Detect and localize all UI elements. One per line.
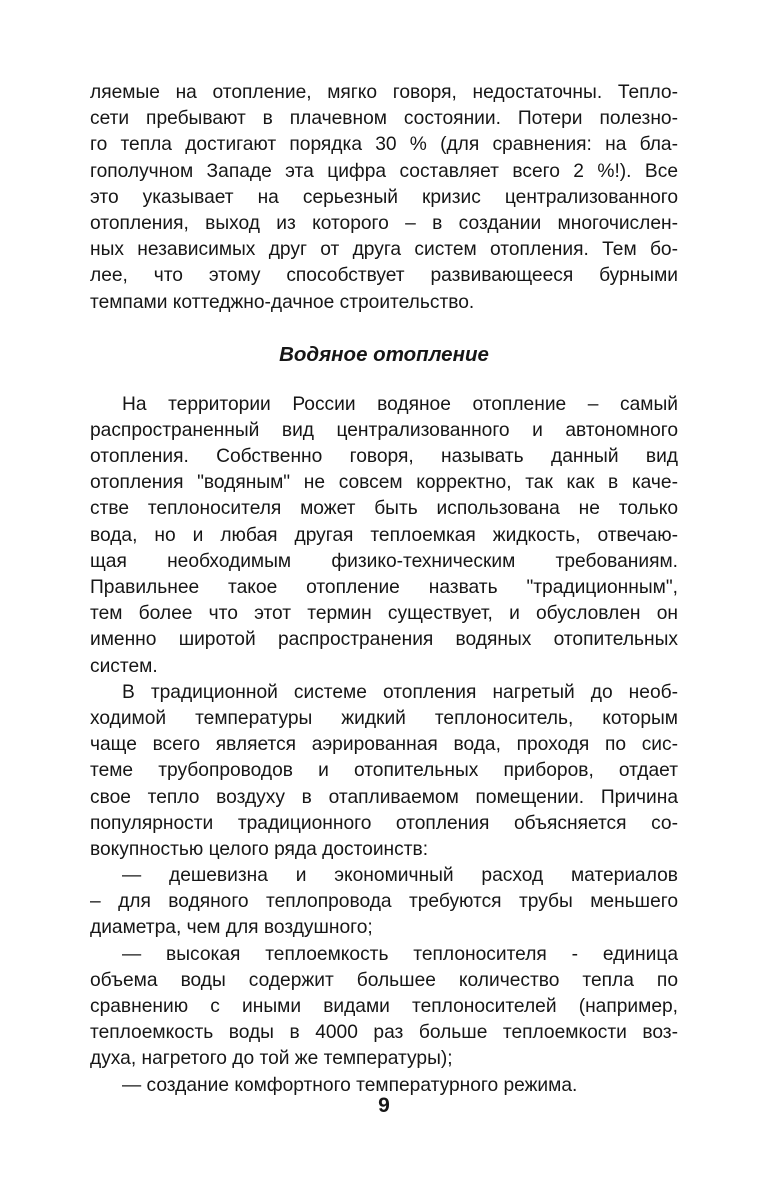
page-body <box>90 80 678 1099</box>
text-line: отопления. Собственно говоря, называть данный вид <box>90 446 678 468</box>
text-line: духа, нагретого до той же температуры); <box>90 1048 453 1070</box>
text-line: объема воды содержит большее количество тепла по <box>90 969 678 991</box>
text-line: диаметра, чем для воздушного; <box>90 917 373 939</box>
text-line: отопления "водяным" не совсем корректно, так как в каче- <box>90 472 678 494</box>
list-item <box>90 942 678 1073</box>
list-item <box>90 863 678 942</box>
text-line: – для водяного теплопровода требуются трубы меньшего <box>90 891 678 913</box>
text-line: отопления, выход из которого – в создании многочислен- <box>90 212 678 234</box>
text-line: сети пребывают в плачевном состоянии. Потери полезно- <box>90 108 678 130</box>
text-line: щая необходимым физико-техническим требованиям. <box>90 550 678 572</box>
text-line: стве теплоносителя может быть использована не только <box>90 498 678 520</box>
text-line: В традиционной системе отопления нагретый до необ- <box>122 681 678 703</box>
text-line: систем. <box>90 655 158 677</box>
text-line: — дешевизна и экономичный расход материалов <box>122 865 678 887</box>
text-line: — высокая теплоемкость теплоносителя - единица <box>122 943 678 965</box>
text-line: На территории России водяное отопление – самый <box>122 393 678 415</box>
paragraph-2 <box>90 680 678 863</box>
text-line: именно широтой распространения водяных отопительных <box>90 629 678 651</box>
text-line: ходимой температуры жидкий теплоноситель, которым <box>90 707 678 729</box>
text-line: это указывает на серьезный кризис централизованного <box>90 186 678 208</box>
text-line: сравнению с иными видами теплоносителей (например, <box>90 996 678 1017</box>
section-heading: Водяное отопление <box>279 342 489 366</box>
text-line: гополучном Западе эта цифра составляет всего 2 %!). Все <box>90 160 678 182</box>
paragraph-1 <box>90 392 678 680</box>
text-line: — создание комфортного температурного режима. <box>122 1074 578 1096</box>
text-line: чаще всего является аэрированная вода, проходя по сис- <box>90 734 678 756</box>
text-line: лее, что этому способствует развивающееся бурными <box>90 265 678 287</box>
text-line: темпами коттеджно-дачное строительство. <box>90 291 475 313</box>
text-line: Правильнее такое отопление назвать "традиционным", <box>90 577 678 598</box>
text-line: вокупностью целого ряда достоинств: <box>90 838 429 860</box>
text-line: теплоемкость воды в 4000 раз больше теплоемкости воз- <box>90 1022 678 1044</box>
text-line: теме трубопроводов и отопительных приборов, отдает <box>90 760 678 782</box>
paragraph-top <box>90 80 678 316</box>
page-number: 9 <box>378 1094 390 1117</box>
text-line: распространенный вид централизованного и автономного <box>90 419 678 441</box>
text-line: популярности традиционного отопления объясняется со- <box>90 812 678 834</box>
text-line: ных независимых друг от друга систем отопления. Тем бо- <box>90 239 678 261</box>
text-line: тем более что этот термин существует, и обусловлен он <box>90 603 678 625</box>
text-line: ляемые на отопление, мягко говоря, недостаточны. Тепло- <box>90 82 678 103</box>
text-line: вода, но и любая другая теплоемкая жидкость, отвечаю- <box>90 524 678 546</box>
text-line: свое тепло воздуху в отапливаемом помещении. Причина <box>90 786 678 808</box>
text-line: го тепла достигают порядка 30 % (для сравнения: на бла- <box>90 134 678 156</box>
